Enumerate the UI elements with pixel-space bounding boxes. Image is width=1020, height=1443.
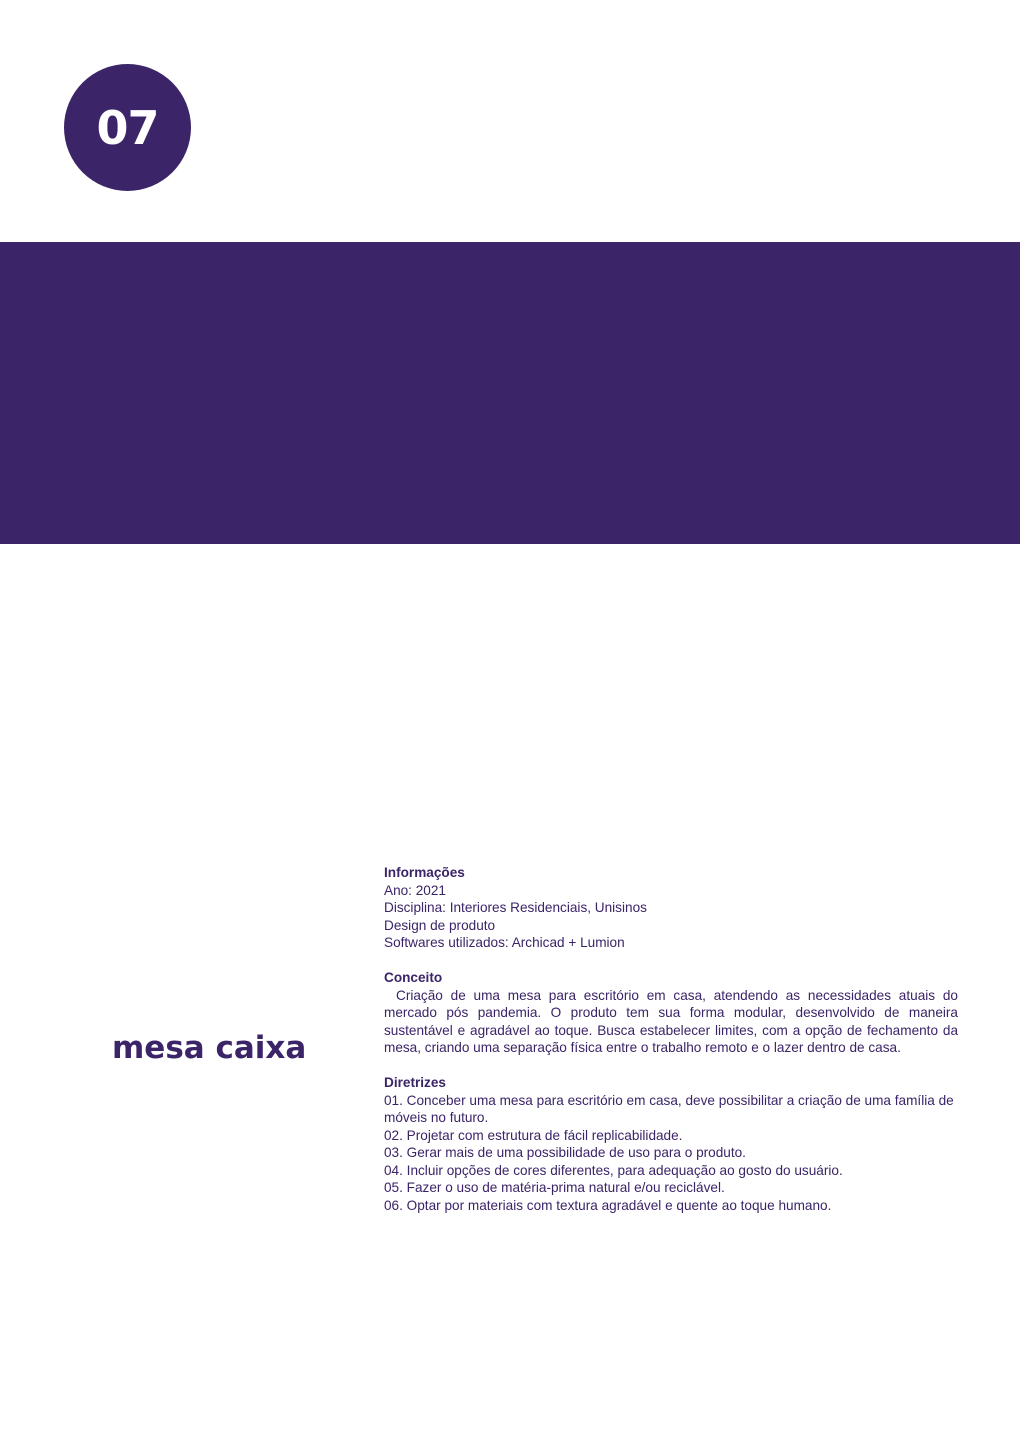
project-details — [384, 864, 958, 1232]
section-number: 07 — [96, 100, 159, 155]
info-year: Ano: 2021 — [384, 882, 446, 898]
diretriz-item: 02. Projetar com estrutura de fácil replicabilidade. — [384, 1127, 683, 1143]
info-software: Softwares utilizados: Archicad + Lumion — [384, 935, 625, 950]
image-banner — [0, 242, 1020, 544]
diretriz-item: 03. Gerar mais de uma possibilidade de uso para o produto. — [384, 1145, 746, 1160]
section-number-badge — [64, 64, 191, 191]
info-discipline: Disciplina: Interiores Residenciais, Unisinos — [384, 900, 647, 915]
project-title: mesa caixa — [112, 1030, 307, 1066]
informacoes-section — [384, 864, 958, 952]
conceito-heading: Conceito — [384, 970, 443, 985]
informacoes-heading: Informações — [384, 865, 465, 880]
diretrizes-heading: Diretrizes — [384, 1075, 446, 1090]
diretriz-item: 05. Fazer o uso de matéria-prima natural e/ou reciclável. — [384, 1180, 725, 1195]
info-category: Design de produto — [384, 917, 496, 933]
diretriz-item: 01. Conceber uma mesa para escritório em casa, deve possibilitar a criação de uma família de móveis no futuro. — [384, 1092, 954, 1125]
diretriz-item: 04. Incluir opções de cores diferentes, para adequação ao gosto do usuário. — [384, 1162, 843, 1178]
diretriz-item: 06. Optar por materiais com textura agradável e quente ao toque humano. — [384, 1197, 832, 1213]
conceito-section — [384, 969, 958, 1057]
conceito-text: Criação de uma mesa para escritório em casa, atendendo as necessidades atuais do mercado pós pandemia. O produto tem sua forma modular, desenvolvido de maneira sustentável e agradável ao toque. Busca estabelecer limites, com a opção de fechamento da mesa, criando uma separação física entre o trabalho remoto e o lazer dentro de casa. — [384, 987, 958, 1055]
diretrizes-section — [384, 1074, 958, 1214]
